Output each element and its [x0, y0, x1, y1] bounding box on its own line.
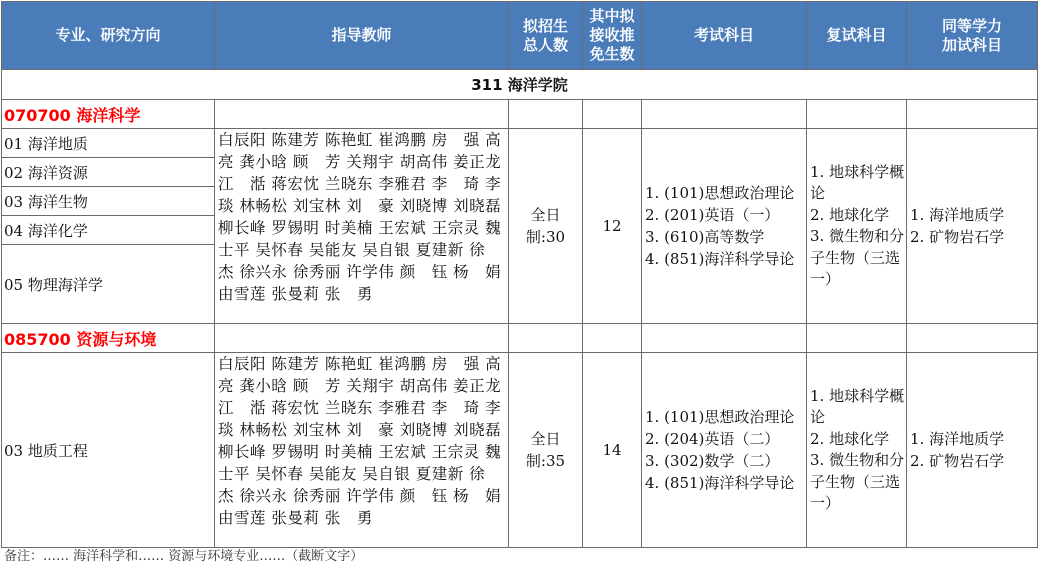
header-retest: 复试科目 — [807, 2, 907, 70]
exam-item: 1. (101)思想政治理论 — [645, 184, 795, 202]
retest-item: 3. 微生物和分子生物（三选一） — [810, 227, 905, 288]
advisor-list: 白辰阳 陈建芳 陈艳虹 崔鸿鹏 房 强 高 亮 龚小晗 顾 芳 关翔宇 胡高伟 姜正龙 江 湉 蒋宏忱 兰晓东 李雅君 李 琦 李 琰 林畅松 刘宝林 刘 豪 刘晓博 刘晓磊 柳长峰 罗锡明 时美楠 王宏斌 王宗灵 魏士平 吴怀春 吴能友 吴自银 夏建新 徐 杰 徐兴永 徐秀丽 许学伟 颜 钰 杨 娟 由雪莲 张曼莉 张 勇 — [215, 353, 509, 548]
retest-item: 2. 地球化学 — [810, 429, 890, 448]
exam-subjects — [642, 353, 807, 548]
exempt-count: 14 — [583, 353, 642, 548]
retest-subjects — [807, 129, 907, 324]
extra-subjects — [907, 353, 1038, 548]
retest-subjects — [807, 353, 907, 548]
advisor-list: 白辰阳 陈建芳 陈艳虹 崔鸿鹏 房 强 高 亮 龚小晗 顾 芳 关翔宇 胡高伟 姜正龙 江 湉 蒋宏忱 兰晓东 李雅君 李 琦 李 琰 林畅松 刘宝林 刘 豪 刘晓博 刘晓磊 柳长峰 罗锡明 时美楠 王宏斌 王宗灵 魏士平 吴怀春 吴能友 吴自银 夏建新 徐 杰 徐兴永 徐秀丽 许学伟 颜 钰 杨 娟 由雪莲 张曼莉 张 勇 — [215, 129, 509, 324]
direction: 04 海洋化学 — [2, 216, 215, 245]
exam-item: 4. (851)海洋科学导论 — [645, 474, 795, 492]
college-name: 311 海洋学院 — [2, 70, 1038, 100]
exam-item: 4. (851)海洋科学导论 — [645, 250, 795, 268]
direction: 01 海洋地质 — [2, 129, 215, 158]
major-code-name: 085700 资源与环境 — [2, 324, 215, 353]
retest-item: 1. 地球科学概论 — [810, 162, 905, 202]
extra-item: 1. 海洋地质学 — [910, 206, 1005, 224]
direction: 05 物理海洋学 — [2, 245, 215, 324]
direction-row — [2, 129, 1038, 158]
header-major: 专业、研究方向 — [2, 2, 215, 70]
extra-item: 1. 海洋地质学 — [910, 430, 1005, 448]
header-quota: 拟招生 总人数 — [509, 2, 583, 70]
header-row — [2, 2, 1038, 70]
header-extra: 同等学力 加试科目 — [907, 2, 1038, 70]
exam-item: 3. (610)高等数学 — [645, 228, 765, 246]
header-exam: 考试科目 — [642, 2, 807, 70]
quota: 全日 制:30 — [509, 129, 583, 324]
quota: 全日 制:35 — [509, 353, 583, 548]
exam-item: 2. (204)英语（二） — [645, 430, 780, 448]
extra-item: 2. 矿物岩石学 — [910, 228, 1005, 246]
retest-item: 1. 地球科学概论 — [810, 386, 905, 426]
footer-note: 备注：…… 海洋科学和…… 资源与环境专业……（截断文字） — [4, 549, 364, 564]
exam-subjects — [642, 129, 807, 324]
direction: 03 地质工程 — [2, 353, 215, 548]
direction-row — [2, 353, 1038, 548]
exam-item: 1. (101)思想政治理论 — [645, 408, 795, 426]
college-row — [2, 70, 1038, 100]
header-advisor: 指导教师 — [215, 2, 509, 70]
retest-item: 2. 地球化学 — [810, 205, 890, 224]
direction: 02 海洋资源 — [2, 158, 215, 187]
extra-subjects — [907, 129, 1038, 324]
admissions-table — [1, 1, 1038, 548]
retest-item: 3. 微生物和分子生物（三选一） — [810, 451, 905, 512]
exam-item: 2. (201)英语（一） — [645, 206, 780, 224]
major-code-name: 070700 海洋科学 — [2, 100, 215, 129]
exempt-count: 12 — [583, 129, 642, 324]
extra-item: 2. 矿物岩石学 — [910, 452, 1005, 470]
exam-item: 3. (302)数学（二） — [645, 452, 780, 470]
direction: 03 海洋生物 — [2, 187, 215, 216]
major-row — [2, 324, 1038, 353]
header-exempt: 其中拟 接收推 免生数 — [583, 2, 642, 70]
major-row — [2, 100, 1038, 129]
